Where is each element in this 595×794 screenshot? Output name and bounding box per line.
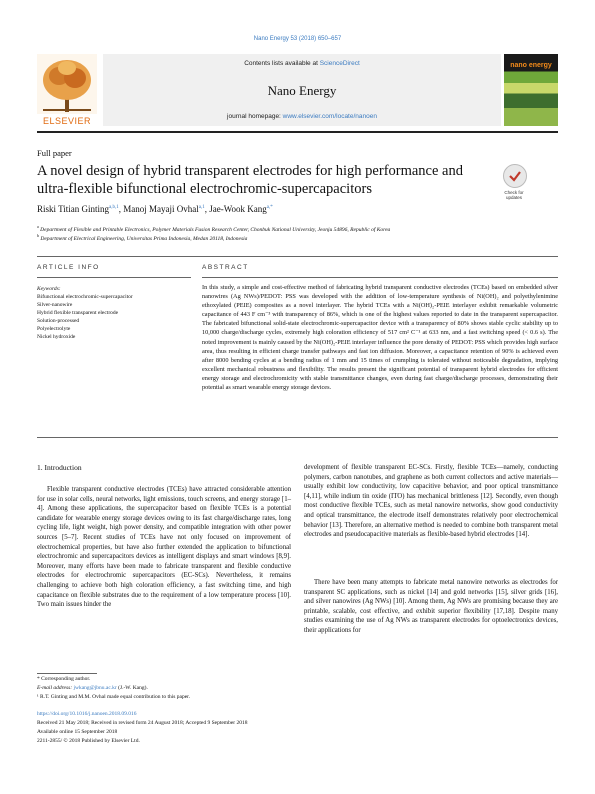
homepage-link[interactable]: www.elsevier.com/locate/nanoen <box>282 113 377 120</box>
check-for-updates-label[interactable]: Check for updates <box>504 190 524 200</box>
abstract-text: In this study, a simple and cost-effective method of fabricating hybrid transparent conductive electrodes (TCEs) based on embedded silver nanowires (Ag NWs)/PEDOT: PSS was developed with the addition of low-temperature synthesis of Ni(OH)₂ and polyethylenimine ethoxylated (PEIE) composites as a novel interlayer. The hybrid TCEs with a Ni(OH)₂-PEIE interlayer exhibit remarkable volumetric capacitance of 443 F cm⁻³ with transparency of 86%, which is one of the highest values reported to date in the transparent supercapacitor. The fabricated bifunctional solid-state electrochromic-supercapacitor device with a transparency of 80% shows stable cyclic stability up to 10,000 charge/discharge cycles, extremely high coloration efficiency of 517 cm² C⁻¹ at 633 nm, and a fast switching speed (< 0.6 s). The noted improvement is mainly caused by the Ni(OH)₂-PEIE interlayer influence the pore density of PEDOT: PSS which provides high surface area, thus resulting in efficient charge transfer pathways and fast ion diffusion. Moreover, a capacitance retention of 90% is achieved even after 8000 bending cycles at a bending radius of 1 mm and 15 times of crumpling is tolerated without noticeable degradation, implying excellent mechanical robustness and flexibility. The results present the significant potential of transparent hybrid electrodes for efficient energy storage and electrochromicity with stable transmittance changes, even during fast charge/discharge processes, demonstrating their potential as smart wearable energy storage devices. <box>202 284 558 392</box>
equal-contribution-note: ¹ R.T. Ginting and M.M. Ovhal made equal contribution to this paper. <box>37 694 191 700</box>
affiliation-a: $^a$ Department of Flexible and Printable Electronics, Polymer Materials Fusion Research Center, Chonbuk National University, Jeonju 54896, Republic of Korea <box>37 224 391 233</box>
publisher-logo-text: ELSEVIER <box>42 116 92 126</box>
journal-reference[interactable]: Nano Energy 53 (2018) 650–657 <box>253 36 342 42</box>
author-1[interactable]: Riski Titian Ginting$^{a,b,1}$ <box>37 204 119 214</box>
author-2[interactable]: Manoj Mayaji Ovhal$^{a,1}$ <box>123 204 205 214</box>
author-3[interactable]: Jae-Wook Kang$^{a,*}$ <box>209 204 273 214</box>
copyright: 2211-2855/ © 2018 Published by Elsevier Ltd. <box>37 738 140 744</box>
contents-line <box>103 60 501 67</box>
keyword: Bifunctional electrochromic-supercapacitor <box>37 294 133 300</box>
author-list: Riski Titian Ginting$^{a,b,1}$, Manoj Mayaji Ovhal$^{a,1}$, Jae-Wook Kang$^{a,*}$ <box>37 204 273 214</box>
intro-paragraph-3: There have been many attempts to fabricate metal nanowire networks as electrodes for transparent SC applications, such as nickel [14] and gold networks [15], silver grids [16], and silver nanowires (Ag NWs) [10]. Among them, Ag NWs are promising because they are printable, scalable, cost effective, and exhibit superior flexibility [17,18]. Despite many studies examining the use of Ag NWs as transparent electrodes for optoelectronics devices, their applications for <box>304 579 558 634</box>
divider <box>37 437 558 438</box>
contents-prefix: Contents lists available at <box>244 60 320 67</box>
footnote-rule <box>37 673 97 674</box>
affiliation-b: $^b$ Department of Electrical Engineering, Universitas Prima Indonesia, Medan 20118, Indonesia <box>37 233 248 242</box>
available-online: Available online 15 September 2018 <box>37 729 118 735</box>
homepage-prefix: journal homepage: <box>227 113 283 120</box>
cover-title: nano energy <box>510 62 552 69</box>
keyword: Hybrid flexible transparent electrode <box>37 310 119 316</box>
intro-paragraph-1: Flexible transparent conductive electrodes (TCEs) have attracted considerable attention for use in solar cells, neural networks, light emissions, touch screens, and energy storage [1–4]. Among these applications, the supercapacitor based on flexible TCEs is a potential candidate for wearable energy storage devices owing to its fast charge/discharge rates, long cycling life, light weight, high power density, and compatible integration with other power sources [5–7]. Recent studies of TCEs have not only focused on improvement of electrochemical properties, but have also further extended the application to bifunctional electrochromic and supercapacitors devices as intelligent displays and smart windows [8,9]. Moreover, many efforts have been made to fabricate transparent and flexible conductive electrodes for electrochromic supercapacitors (EC-SCs). Nevertheless, it remains challenging to achieve both high coloration efficiency, a fast switching time, and high capacitance on flexible substrates due to the requirement of a low temperature process [10]. Two main issues hinder the <box>37 486 291 609</box>
keyword: Polyelectrolyte <box>37 326 71 332</box>
journal-title: Nano Energy <box>267 83 337 98</box>
intro-paragraph-2: development of flexible transparent EC-SCs. Firstly, flexible TCEs—namely, conducting polymers, carbon nanotubes, and graphene as both current collectors and active materials—usually exhibit low conductivity, low capacitive behavior, and poor optical transmittance [4,11], while indium tin oxide (ITO) has mechanical brittleness [12]. Secondly, even though most conductive flexible TCEs, such as metal nanowire networks, show good conductivity and optical transmittance, the electrode itself demonstrates relatively poor electrochemical behavior [13]. Therefore, an alternative method is needed to combine both transparent metal electrodes and pseudocapacitive materials as flexible-based hybrid electrodes [14]. <box>304 464 558 539</box>
corresponding-author-note: * Corresponding author. <box>37 676 91 682</box>
article-type: Full paper <box>37 148 72 158</box>
keywords-label: Keywords: <box>37 286 61 292</box>
article-title: A novel design of hybrid transparent electrodes for high performance and ultra-flexible bifunctional electrochromic-supercapacitors <box>37 163 463 197</box>
keyword: Silver-nanowire <box>37 302 73 308</box>
abstract-rule <box>202 277 558 278</box>
section-heading-introduction: 1. Introduction <box>37 463 82 472</box>
homepage-line <box>103 113 501 120</box>
sciencedirect-link[interactable]: ScienceDirect <box>319 60 360 67</box>
email-link[interactable]: jwkang@jbnu.ac.kr <box>73 685 117 691</box>
header-divider <box>37 131 558 133</box>
article-info-heading: ARTICLE INFO <box>37 264 100 271</box>
abstract-heading: ABSTRACT <box>202 264 249 271</box>
doi-link[interactable]: https://doi.org/10.1016/j.nanoen.2018.09.016 <box>37 711 137 717</box>
keyword: Solution-processed <box>37 318 80 324</box>
keyword: Nickel hydroxide <box>37 334 76 340</box>
article-info-rule <box>37 277 191 278</box>
email-note: E-mail address: jwkang@jbnu.ac.kr (J.-W. Kang). <box>37 685 148 691</box>
divider <box>37 256 558 257</box>
received-dates: Received 21 May 2018; Received in revised form 24 August 2018; Accepted 9 September 2018 <box>37 720 248 726</box>
check-for-updates-icon[interactable] <box>503 164 527 188</box>
